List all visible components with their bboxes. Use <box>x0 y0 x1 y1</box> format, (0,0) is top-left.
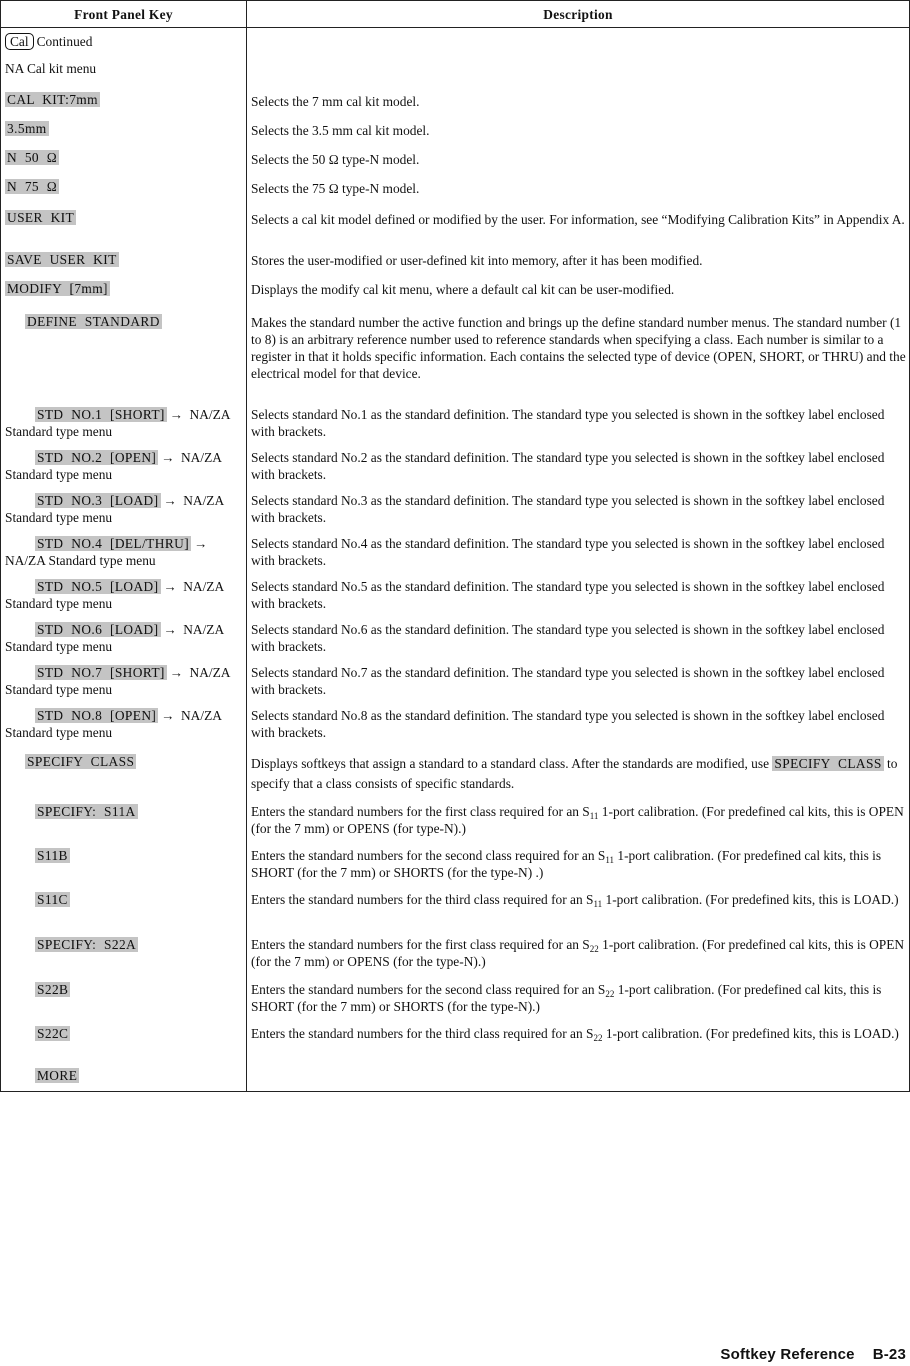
row-description: Stores the user-modified or user-defined kit into memory, after it has been modified. <box>247 249 910 278</box>
row-description <box>247 845 910 889</box>
row-description: Selects the 3.5 mm cal kit model. <box>247 118 910 147</box>
description-text: Enters the standard numbers for the third class required for an S <box>251 892 594 907</box>
description-text: to specify that a class consists of specific standards. <box>251 756 898 791</box>
subscript: 11 <box>593 899 603 909</box>
softkey-std-no-2: STD NO.2 [OPEN] <box>37 450 157 465</box>
table-row <box>1 979 910 1023</box>
table-row: STD NO.6 [LOAD] → NA/ZA Standard type menu Selects standard No.6 as the standard definition. The standard type you selected is shown in the softkey label enclosed with brackets. <box>1 620 910 663</box>
table-row <box>1 87 910 118</box>
description-text: 1-port calibration. (For predefined kits, this is LOAD.) <box>605 892 899 907</box>
softkey-s11b: S11B <box>37 848 68 863</box>
softkey-std-no-1: STD NO.1 [SHORT] <box>37 407 165 422</box>
menu-link: NA/ZA Standard type menu <box>5 553 156 568</box>
row-description: Selects the 7 mm cal kit model. <box>247 87 910 118</box>
table-row <box>1 801 910 845</box>
menu-link: NA/ZA Standard type menu <box>5 407 230 439</box>
table-row: STD NO.8 [OPEN] → NA/ZA Standard type menu Selects standard No.8 as the standard definition. The standard type you selected is shown in the softkey label enclosed with brackets. <box>1 706 910 751</box>
row-description: Selects standard No.2 as the standard definition. The standard type you selected is shown in the softkey label enclosed with brackets. <box>247 448 910 491</box>
row-description: Makes the standard number the active function and brings up the define standard number menus. The standard number (1 to 8) is an arbitrary reference number used to reference standards when specifying a class. Each number is similar to a register in that it holds specific information. Each contains the selected type of device (OPEN, SHORT, or THRU) and the electrical model for that device. <box>247 310 910 405</box>
softkey-s11c: S11C <box>37 892 68 907</box>
description-text: 1-port calibration. (For predefined cal kits, this is SHORT (for the 7 mm) or SHORTS (for the type-N) .) <box>251 848 882 880</box>
row-description <box>247 801 910 845</box>
description-text: Enters the standard numbers for the first class required for an S <box>251 804 590 819</box>
menu-link: NA/ZA Standard type menu <box>5 665 230 697</box>
softkey-more: MORE <box>37 1068 78 1083</box>
menu-link: NA/ZA Standard type menu <box>5 450 222 482</box>
row-description: Selects standard No.6 as the standard definition. The standard type you selected is shown in the softkey label enclosed with brackets. <box>247 620 910 663</box>
softkey-n-75: N 75 Ω <box>7 179 58 194</box>
softkey-n-50: N 50 Ω <box>7 150 58 165</box>
table-row <box>1 249 910 278</box>
softkey-specify-s11a: SPECIFY: S11A <box>37 804 136 819</box>
softkey-std-no-7: STD NO.7 [SHORT] <box>37 665 165 680</box>
row-description <box>247 979 910 1023</box>
table-row: STD NO.5 [LOAD] → NA/ZA Standard type menu Selects standard No.5 as the standard definition. The standard type you selected is shown in the softkey label enclosed with brackets. <box>1 577 910 620</box>
description-text: 1-port calibration. (For predefined kits, this is LOAD.) <box>605 1026 899 1041</box>
row-description: Selects standard No.4 as the standard definition. The standard type you selected is shown in the softkey label enclosed with brackets. <box>247 534 910 577</box>
softkey-std-no-6: STD NO.6 [LOAD] <box>37 622 159 637</box>
subscript: 11 <box>605 855 615 865</box>
table-row <box>1 889 910 934</box>
table-header-row <box>1 1 910 28</box>
softkey-user-kit: USER KIT <box>7 210 75 225</box>
description-text: Displays softkeys that assign a standard to a standard class. After the standards are modified, use <box>251 756 770 771</box>
subscript: 22 <box>605 989 615 999</box>
softkey-cal-kit-7mm: CAL KIT:7mm <box>7 92 98 107</box>
description-text: Enters the standard numbers for the second class required for an S <box>251 848 606 863</box>
page-footer <box>720 1346 906 1363</box>
row-description <box>247 1023 910 1065</box>
menu-link: NA/ZA Standard type menu <box>5 493 224 525</box>
description-text: Enters the standard numbers for the second class required for an S <box>251 982 606 997</box>
softkey-s22c: S22C <box>37 1026 69 1041</box>
softkey-3-5mm: 3.5mm <box>7 121 47 136</box>
table-row <box>1 310 910 405</box>
row-description <box>247 934 910 979</box>
softkey-define-standard: DEFINE STANDARD <box>27 314 160 329</box>
table-row: STD NO.2 [OPEN] → NA/ZA Standard type menu Selects standard No.2 as the standard definition. The standard type you selected is shown in the softkey label enclosed with brackets. <box>1 448 910 491</box>
table-row <box>1 751 910 801</box>
row-description: Selects a cal kit model defined or modified by the user. For information, see “Modifying Calibration Kits” in Appendix A. <box>247 205 910 249</box>
subscript: 22 <box>589 944 599 954</box>
table-row <box>1 28 910 88</box>
softkey-specify-s22a: SPECIFY: S22A <box>37 937 137 952</box>
table-row <box>1 118 910 147</box>
col-header-description: Description <box>247 1 910 28</box>
table-row <box>1 934 910 979</box>
menu-link: NA/ZA Standard type menu <box>5 579 224 611</box>
table-row <box>1 845 910 889</box>
softkey-specify-class: SPECIFY CLASS <box>27 754 135 769</box>
softkey-std-no-4: STD NO.4 [DEL/THRU] <box>37 536 190 551</box>
table-row <box>1 278 910 310</box>
row-description: Selects standard No.1 as the standard definition. The standard type you selected is shown in the softkey label enclosed with brackets. <box>247 405 910 448</box>
menu-title: NA Cal kit menu <box>5 61 97 76</box>
row-description: Selects standard No.5 as the standard definition. The standard type you selected is shown in the softkey label enclosed with brackets. <box>247 577 910 620</box>
softkey-std-no-5: STD NO.5 [LOAD] <box>37 579 159 594</box>
menu-link: NA/ZA Standard type menu <box>5 622 224 654</box>
row-description <box>247 889 910 934</box>
row-description: Selects standard No.7 as the standard definition. The standard type you selected is shown in the softkey label enclosed with brackets. <box>247 663 910 706</box>
table-row <box>1 176 910 205</box>
table-row: STD NO.3 [LOAD] → NA/ZA Standard type menu Selects standard No.3 as the standard definition. The standard type you selected is shown in the softkey label enclosed with brackets. <box>1 491 910 534</box>
table-row: STD NO.7 [SHORT] → NA/ZA Standard type menu Selects standard No.7 as the standard definition. The standard type you selected is shown in the softkey label enclosed with brackets. <box>1 663 910 706</box>
continued-label: Continued <box>36 34 93 49</box>
table-row <box>1 147 910 176</box>
softkey-std-no-8: STD NO.8 [OPEN] <box>37 708 157 723</box>
page-number: B-23 <box>872 1346 906 1363</box>
table-row: STD NO.1 [SHORT] → NA/ZA Standard type menu Selects standard No.1 as the standard definition. The standard type you selected is shown in the softkey label enclosed with brackets. <box>1 405 910 448</box>
softkey-std-no-3: STD NO.3 [LOAD] <box>37 493 159 508</box>
description-text: 1-port calibration. (For predefined cal kits, this is OPEN (for the 7 mm) or OPENS (for type-N).) <box>251 804 904 836</box>
row-description: Selects standard No.8 as the standard definition. The standard type you selected is shown in the softkey label enclosed with brackets. <box>247 706 910 751</box>
description-text: Enters the standard numbers for the first class required for an S <box>251 937 590 952</box>
description-text: 1-port calibration. (For predefined cal kits, this is OPEN (for the 7 mm) or OPENS (for the type-N).) <box>251 937 905 969</box>
subscript: 11 <box>589 811 599 821</box>
menu-link: NA/ZA Standard type menu <box>5 708 222 740</box>
footer-section-title: Softkey Reference <box>720 1346 855 1363</box>
row-description: Selects standard No.3 as the standard definition. The standard type you selected is shown in the softkey label enclosed with brackets. <box>247 491 910 534</box>
subscript: 22 <box>593 1033 603 1043</box>
softkey-modify-7mm: MODIFY [7mm] <box>7 281 108 296</box>
row-description: Displays the modify cal kit menu, where a default cal kit can be user-modified. <box>247 278 910 310</box>
row-description: Selects the 75 Ω type-N model. <box>247 176 910 205</box>
description-text: 1-port calibration. (For predefined cal kits, this is SHORT (for the 7 mm) or SHORTS (for the type-N).) <box>251 982 882 1014</box>
col-header-front-panel-key: Front Panel Key <box>1 1 247 28</box>
row-description: Selects the 50 Ω type-N model. <box>247 147 910 176</box>
table-row <box>1 1023 910 1065</box>
softkey-s22b: S22B <box>37 982 69 997</box>
table-row <box>1 1065 910 1092</box>
description-text: Enters the standard numbers for the third class required for an S <box>251 1026 594 1041</box>
table-row: STD NO.4 [DEL/THRU] → NA/ZA Standard type menu Selects standard No.4 as the standard definition. The standard type you selected is shown in the softkey label enclosed with brackets. <box>1 534 910 577</box>
row-description <box>247 751 910 801</box>
softkey-save-user-kit: SAVE USER KIT <box>7 252 117 267</box>
cal-hardkey: Cal <box>5 33 34 50</box>
table-row <box>1 205 910 249</box>
softkey-specify-class-inline: SPECIFY CLASS <box>774 756 882 771</box>
